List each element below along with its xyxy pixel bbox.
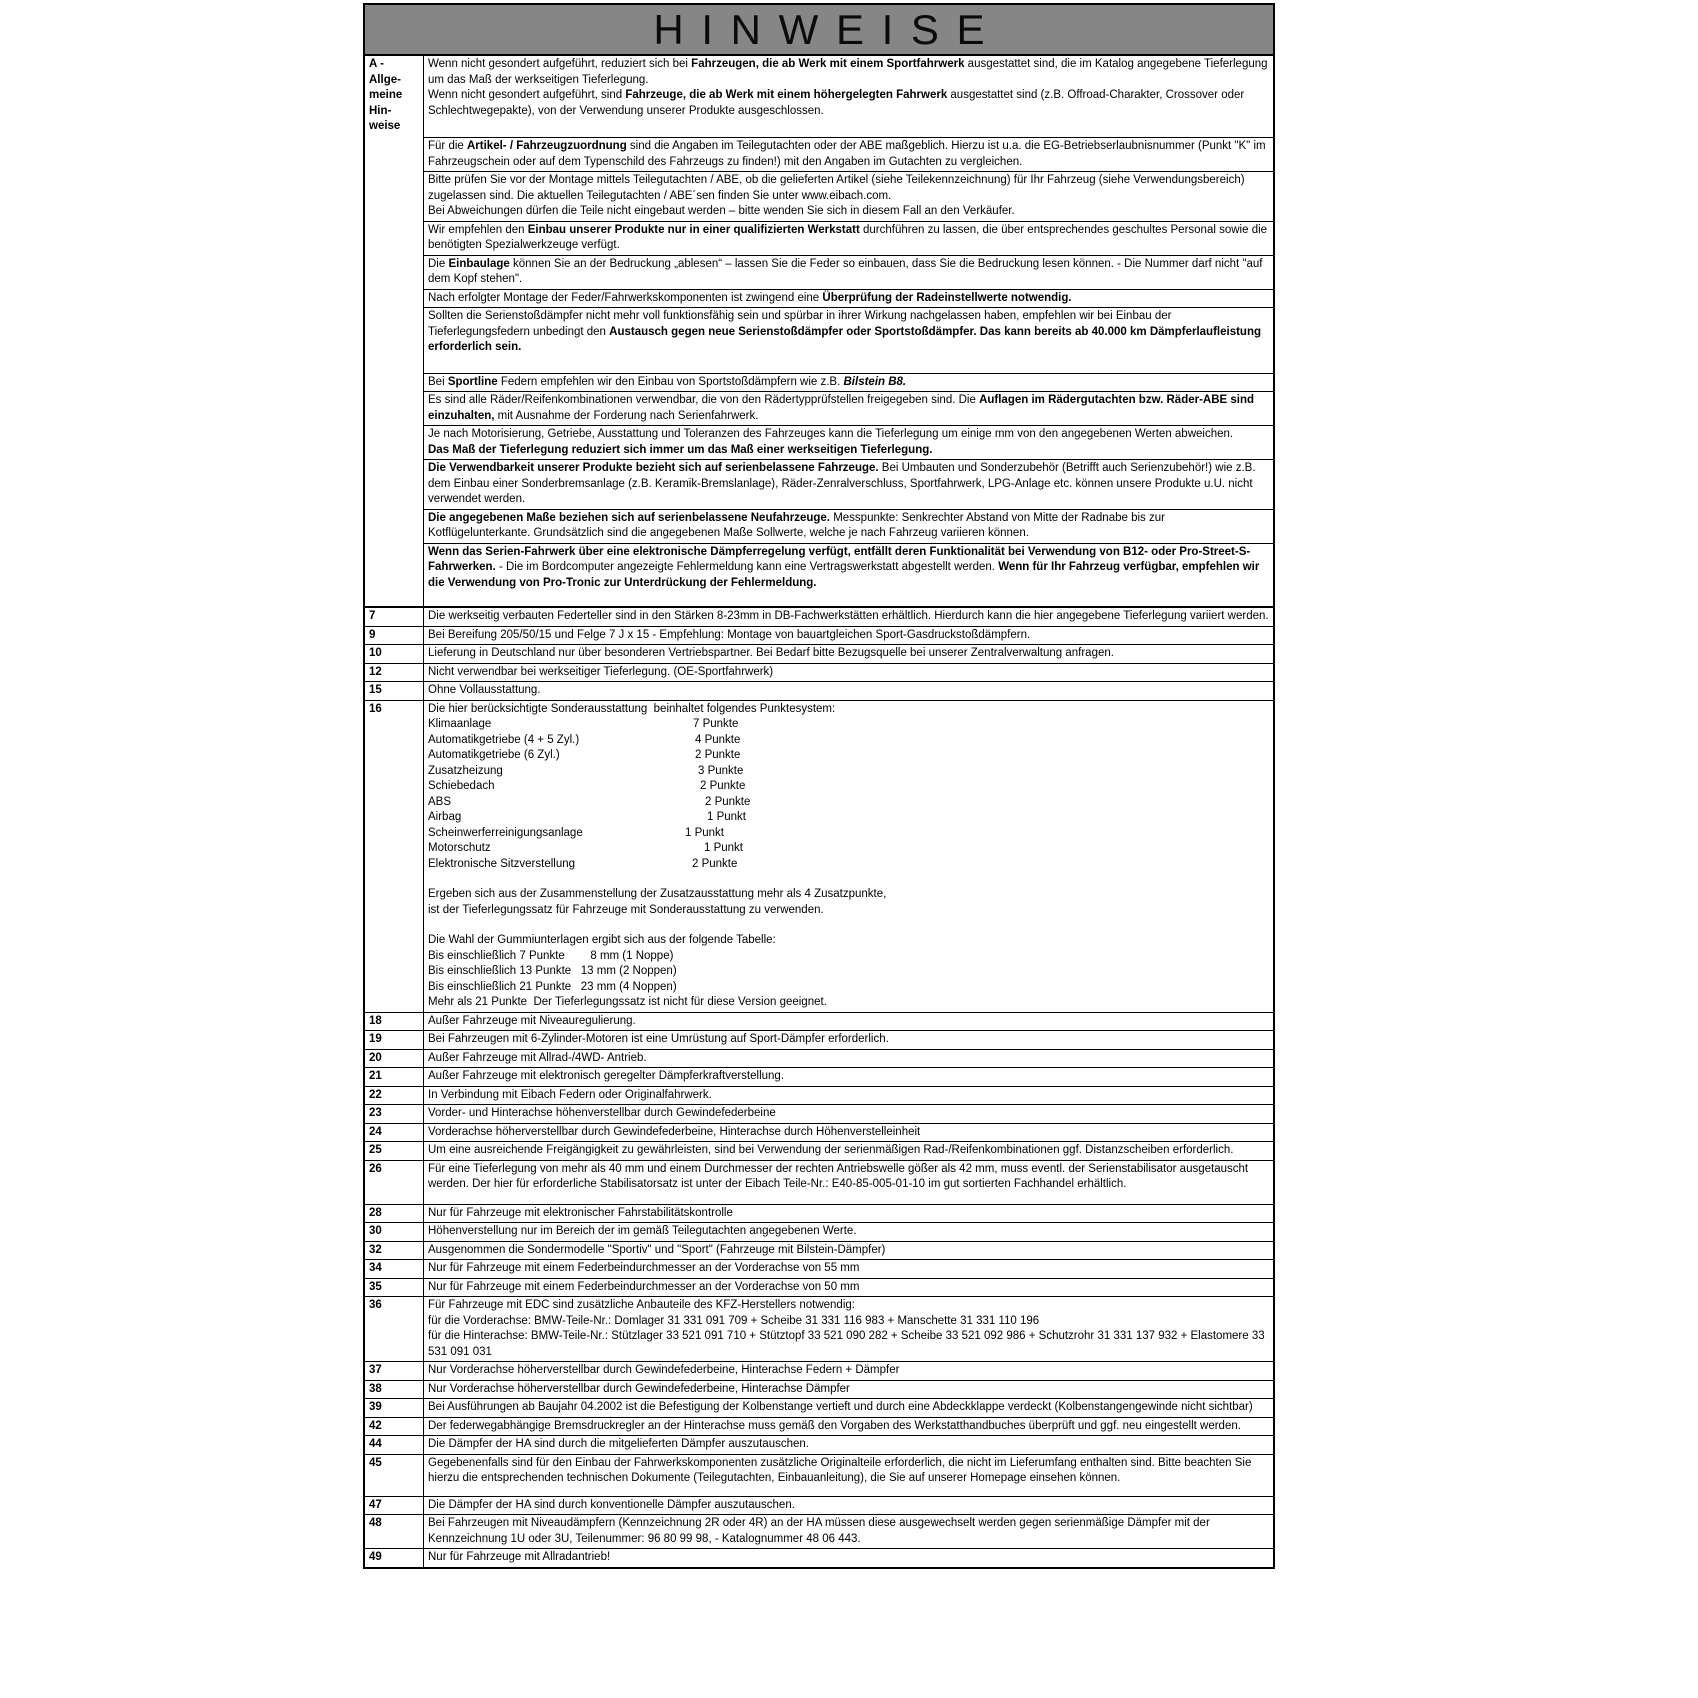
row-code: 44 bbox=[365, 1436, 424, 1454]
note-row bbox=[365, 1455, 1273, 1497]
text-segment: Einbau unserer Produkte nur in einer qualifizierten Werkstatt bbox=[527, 223, 860, 236]
text-segment: Mehr als 21 Punkte Der Tieferlegungssatz ist nicht für diese Version geeignet. bbox=[428, 996, 827, 1008]
note-row bbox=[365, 1205, 1273, 1224]
row-code: 39 bbox=[365, 1399, 424, 1417]
points-row bbox=[428, 795, 1269, 811]
note-row bbox=[365, 1418, 1273, 1437]
row-code: 30 bbox=[365, 1223, 424, 1241]
text-segment: ausgestattet sind, die im Katalog angegebene Tieferlegung um das Maß der werkseitigen Tieferlegung. bbox=[428, 58, 1271, 86]
points-row bbox=[428, 779, 1269, 795]
note-cell bbox=[424, 627, 1273, 645]
note-cell bbox=[424, 1497, 1273, 1515]
text-segment: In Verbindung mit Eibach Federn oder Originalfahrwerk. bbox=[428, 1088, 712, 1101]
blank-line bbox=[428, 1487, 1269, 1495]
note-row bbox=[365, 645, 1273, 664]
note-cell bbox=[424, 392, 1273, 426]
blank-line bbox=[428, 119, 1269, 136]
text-segment: Für die bbox=[428, 140, 467, 152]
note-cell bbox=[424, 374, 1273, 393]
note-cell bbox=[424, 460, 1273, 510]
points-value: 2 Punkte bbox=[705, 795, 751, 808]
text-segment: können Sie an der Bedruckung „ablesen“ – lassen Sie die Feder so einbauen, dass Sie die Bedruckung lesen können. - Die Nummer darf nicht "auf dem Kopf stehen". bbox=[428, 257, 1266, 285]
points-row bbox=[428, 841, 1269, 857]
text-paragraph bbox=[428, 683, 1269, 699]
note-row bbox=[365, 701, 1273, 1013]
text-paragraph bbox=[428, 1400, 1269, 1416]
points-label: Schiebedach bbox=[428, 780, 495, 792]
points-row bbox=[428, 857, 1269, 873]
text-segment: Wenn das Serien-Fahrwerk über eine elektronische Dämpferregelung verfügt, entfällt deren Funktionalität bei Verwendung von B12- oder Pro-Street-S-Fahrwerken. bbox=[428, 545, 1251, 573]
text-segment: Bei Umbauten und Sonderzubehör (Betrifft auch Serienzubehör!) wie z.B. dem Einbau einer Sonderbremsanlage (z.B. Keramik-Bremslanlage), Räder-Zenralverschluss, Sportfahrwerk, LPG-Anlage etc. können unsere Produkte u.U. nicht verwendet werden. bbox=[428, 462, 1259, 505]
note-cell bbox=[424, 1205, 1273, 1223]
points-row bbox=[428, 810, 1269, 826]
text-paragraph bbox=[428, 1162, 1269, 1193]
note-cell bbox=[424, 1068, 1273, 1086]
text-segment: Bei Abweichungen dürfen die Teile nicht eingebaut werden – bitte wenden Sie sich in diesem Fall an den Verkäufer. bbox=[428, 205, 1015, 217]
points-value: 2 Punkte bbox=[700, 780, 746, 792]
note-row bbox=[365, 1050, 1273, 1069]
note-cell bbox=[424, 1515, 1273, 1548]
text-segment: Für eine Tieferlegung von mehr als 40 mm und einem Durchmesser der rechten Antriebswelle gößer als 42 mm, muss eventl. der Serienstabilisator ausgetauscht werden. Der hier für erforderliche Stabilisatorsatz ist unter der Eibach Teile-Nr.: E40-85-005-01-10 im gut sortierten Fachhandel erhältlich. bbox=[428, 1162, 1252, 1190]
text-paragraph bbox=[428, 461, 1269, 508]
note-row bbox=[365, 1068, 1273, 1087]
note-row bbox=[365, 1223, 1273, 1242]
text-paragraph bbox=[428, 139, 1269, 170]
row-code: 36 bbox=[365, 1297, 424, 1361]
note-row bbox=[365, 1087, 1273, 1106]
text-segment: Sportline bbox=[447, 375, 498, 388]
row-code-line: meine bbox=[369, 89, 403, 101]
text-paragraph bbox=[428, 1382, 1269, 1398]
text-segment: Bei bbox=[428, 375, 448, 388]
note-cell bbox=[424, 1436, 1273, 1454]
text-segment: Die Dämpfer der HA sind durch die mitgelieferten Dämpfer auszutauschen. bbox=[428, 1438, 809, 1450]
row-code: 21 bbox=[365, 1068, 424, 1086]
text-paragraph bbox=[428, 665, 1269, 681]
text-segment: Ergeben sich aus der Zusammenstellung der Zusatzausstattung mehr als 4 Zusatzpunkte, bbox=[428, 888, 887, 900]
text-paragraph bbox=[428, 204, 1269, 220]
row-code: 34 bbox=[365, 1260, 424, 1278]
points-value: 2 Punkte bbox=[695, 749, 741, 761]
note-cell bbox=[424, 1087, 1273, 1105]
text-paragraph bbox=[428, 1125, 1269, 1141]
text-segment: Nur für Fahrzeuge mit einem Federbeindurchmesser an der Vorderachse von 55 mm bbox=[428, 1262, 860, 1274]
note-cell bbox=[424, 308, 1273, 374]
points-label: Automatikgetriebe (4 + 5 Zyl.) bbox=[428, 733, 580, 746]
note-cell bbox=[424, 544, 1273, 607]
note-cell bbox=[424, 1297, 1273, 1361]
row-code: 16 bbox=[365, 701, 424, 1012]
points-value: 2 Punkte bbox=[692, 857, 738, 870]
text-segment: Bei Fahrzeugen mit Niveaudämpfern (Kennzeichnung 2R oder 4R) an der HA müssen diese ausgewechselt werden gegen serienmäßige Dämpfer mit der Kennzeichnung 1U oder 3U, Teilenummer: 96 80 99 98, - Katalognummer 48 06 443. bbox=[428, 1517, 1213, 1545]
note-row bbox=[365, 1549, 1273, 1567]
text-paragraph bbox=[428, 1363, 1269, 1379]
text-segment: Einbaulage bbox=[448, 257, 510, 270]
text-segment: Nach erfolgter Montage der Feder/Fahrwerkskomponenten ist zwingend eine bbox=[428, 291, 823, 304]
points-label: Airbag bbox=[428, 811, 462, 823]
text-paragraph bbox=[428, 1051, 1269, 1067]
row-code: 20 bbox=[365, 1050, 424, 1068]
points-label: ABS bbox=[428, 795, 452, 808]
text-paragraph bbox=[428, 887, 1269, 903]
text-paragraph bbox=[428, 393, 1269, 424]
note-row bbox=[365, 1242, 1273, 1261]
row-code: 23 bbox=[365, 1105, 424, 1123]
row-code-line: Allge- bbox=[369, 73, 401, 86]
text-segment: Fahrzeugen, die ab Werk mit einem Sportfahrwerk bbox=[691, 58, 965, 70]
text-paragraph bbox=[428, 1498, 1269, 1514]
points-label: Klimaanlage bbox=[428, 718, 492, 730]
row-code: 47 bbox=[365, 1497, 424, 1515]
text-paragraph bbox=[428, 1069, 1269, 1085]
note-row bbox=[365, 1381, 1273, 1400]
text-segment: Messpunkte: Senkrechter Abstand von Mitte der Radnabe bis zur Kotflügelunterkante. Grundsätzlich sind die angegebenen Maße Sollwerte, welche je nach Fahrzeug variieren können. bbox=[428, 511, 1169, 539]
text-segment: Wir empfehlen den bbox=[428, 223, 528, 236]
text-paragraph bbox=[428, 1206, 1269, 1222]
text-segment: für die Vorderachse: BMW-Teile-Nr.: Domlager 31 331 091 709 + Scheibe 31 331 116 983 + Manschette 31 331 110 196 bbox=[428, 1314, 1040, 1327]
row-code: 38 bbox=[365, 1381, 424, 1399]
row-code: 35 bbox=[365, 1279, 424, 1297]
blank-line bbox=[428, 918, 1269, 933]
note-cell bbox=[424, 510, 1273, 544]
text-paragraph bbox=[428, 173, 1269, 204]
note-row bbox=[365, 1297, 1273, 1362]
row-code: 19 bbox=[365, 1031, 424, 1049]
row-code: 48 bbox=[365, 1515, 424, 1548]
note-cell bbox=[424, 138, 1273, 172]
points-value: 1 Punkt bbox=[704, 842, 743, 854]
note-cell bbox=[424, 1031, 1273, 1049]
row-code: 26 bbox=[365, 1161, 424, 1204]
note-cell bbox=[424, 1161, 1273, 1204]
row-code: 10 bbox=[365, 645, 424, 663]
note-cell bbox=[424, 1124, 1273, 1142]
note-row bbox=[365, 664, 1273, 683]
text-segment: Nur für Fahrzeuge mit einem Federbeindurchmesser an der Vorderachse von 50 mm bbox=[428, 1280, 860, 1293]
text-segment: Federn empfehlen wir den Einbau von Sportstoßdämpfern wie z.B. bbox=[497, 375, 844, 388]
text-segment: Je nach Motorisierung, Getriebe, Ausstattung und Toleranzen des Fahrzeuges kann die Tieferlegung um einige mm von den angegebenen Werten abweichen. bbox=[428, 428, 1234, 440]
row-code: 28 bbox=[365, 1205, 424, 1223]
points-value: 1 Punkt bbox=[685, 826, 724, 839]
note-cell bbox=[424, 664, 1273, 682]
points-row bbox=[428, 764, 1269, 780]
table-body bbox=[365, 56, 1273, 1567]
note-row bbox=[365, 1497, 1273, 1516]
text-segment: Bitte prüfen Sie vor der Montage mittels Teilegutachten / ABE, ob die gelieferten Artikel (siehe Teilekennzeichnung) für Ihr Fahrzeug (siehe Verwendungsbereich) zugelassen sind. Die aktuellen Teilegutachten / ABE´sen finden Sie unter www.eibach.com. bbox=[428, 174, 1248, 202]
note-row bbox=[365, 1362, 1273, 1381]
points-value: 4 Punkte bbox=[695, 733, 741, 746]
note-cell bbox=[424, 1013, 1273, 1031]
text-paragraph bbox=[428, 1550, 1269, 1566]
text-segment: Die hier berücksichtigte Sonderausstattung beinhaltet folgendes Punktesystem: bbox=[428, 702, 836, 715]
text-paragraph bbox=[428, 1516, 1269, 1547]
row-code: 18 bbox=[365, 1013, 424, 1031]
text-segment: Gegebenenfalls sind für den Einbau der Fahrwerkskomponenten zusätzliche Originalteile erforderlich, die nicht im Lieferumfang enthalten sind. Bitte beachten Sie hierzu die entsprechenden technischen Dokumente (Teilegutachten, Einbauanleitung), die Sie auf unserer Homepage einsehen können. bbox=[428, 1456, 1255, 1484]
text-paragraph bbox=[428, 1437, 1269, 1453]
points-value: 3 Punkte bbox=[698, 764, 744, 777]
text-paragraph bbox=[428, 1014, 1269, 1030]
note-cell bbox=[424, 1260, 1273, 1278]
note-row bbox=[365, 1436, 1273, 1455]
points-label: Elektronische Sitzverstellung bbox=[428, 857, 576, 870]
text-paragraph bbox=[428, 903, 1269, 919]
text-paragraph bbox=[428, 223, 1269, 254]
text-paragraph bbox=[428, 1314, 1269, 1330]
note-row bbox=[365, 1105, 1273, 1124]
row-code: 9 bbox=[365, 627, 424, 645]
text-paragraph bbox=[428, 646, 1269, 662]
text-segment: Bei Ausführungen ab Baujahr 04.2002 ist die Befestigung der Kolbenstange vertieft und durch eine Abdeckklappe verdeckt (Kolbenstangengewinde nicht sichtbar) bbox=[428, 1401, 1253, 1413]
text-paragraph bbox=[428, 1298, 1269, 1314]
text-segment: Nur für Fahrzeuge mit elektronischer Fahrstabilitätskontrolle bbox=[428, 1206, 733, 1219]
text-segment: Bei Bereifung 205/50/15 und Felge 7 J x 15 - Empfehlung: Montage von bauartgleichen Sport-Gasdruckstoßdämpfern. bbox=[428, 628, 1031, 641]
note-row bbox=[365, 1260, 1273, 1279]
text-paragraph bbox=[428, 1280, 1269, 1296]
text-segment: ist der Tieferlegungssatz für Fahrzeuge mit Sonderausstattung zu verwenden. bbox=[428, 903, 824, 916]
row-code: 25 bbox=[365, 1142, 424, 1160]
text-segment: Ausgenommen die Sondermodelle "Sportiv" und "Sport" (Fahrzeuge mit Bilstein-Dämpfer) bbox=[428, 1243, 886, 1256]
text-paragraph bbox=[428, 375, 1269, 391]
note-row bbox=[365, 1031, 1273, 1050]
note-cell bbox=[424, 172, 1273, 222]
note-cell bbox=[424, 1223, 1273, 1241]
text-segment: Wenn nicht gesondert aufgeführt, sind bbox=[428, 89, 626, 101]
text-paragraph bbox=[428, 88, 1269, 119]
note-cell bbox=[424, 1455, 1273, 1496]
row-code: 22 bbox=[365, 1087, 424, 1105]
text-paragraph bbox=[428, 443, 1269, 459]
text-segment: Wenn nicht gesondert aufgeführt, reduziert sich bei bbox=[428, 58, 692, 70]
text-paragraph bbox=[428, 949, 1269, 965]
row-code: 12 bbox=[365, 664, 424, 682]
text-paragraph bbox=[428, 980, 1269, 996]
note-cell bbox=[424, 426, 1273, 460]
row-code: 7 bbox=[365, 608, 424, 626]
text-segment: Wenn für Ihr Fahrzeug verfügbar, empfehlen wir die Verwendung von Pro-Tronic zur Unterdrückung der Fehlermeldung. bbox=[428, 561, 1263, 589]
note-row bbox=[365, 1013, 1273, 1032]
text-segment: Der federwegabhängige Bremsdruckregler an der Hinterachse muss gemäß den Vorgaben des Werkstatthandbuches überprüft und ggf. neu eingestellt werden. bbox=[428, 1419, 1241, 1432]
note-cell bbox=[424, 1105, 1273, 1123]
text-segment: Die Dämpfer der HA sind durch konventionelle Dämpfer auszutauschen. bbox=[428, 1498, 795, 1511]
note-row bbox=[365, 1279, 1273, 1298]
row-code: 24 bbox=[365, 1124, 424, 1142]
row-code: 37 bbox=[365, 1362, 424, 1380]
text-paragraph bbox=[428, 1224, 1269, 1240]
points-row bbox=[428, 826, 1269, 842]
points-label: Automatikgetriebe (6 Zyl.) bbox=[428, 749, 560, 761]
text-segment: Überprüfung der Radeinstellwerte notwendig. bbox=[822, 291, 1072, 304]
text-paragraph bbox=[428, 933, 1269, 949]
text-paragraph bbox=[428, 964, 1269, 980]
text-paragraph bbox=[428, 1261, 1269, 1277]
text-segment: Die angegebenen Maße beziehen sich auf serienbelassene Neufahrzeuge. bbox=[428, 511, 830, 524]
text-paragraph bbox=[428, 545, 1269, 592]
note-cell bbox=[424, 256, 1273, 290]
note-row bbox=[365, 1399, 1273, 1418]
hinweise-table bbox=[363, 3, 1275, 1569]
text-segment: Es sind alle Räder/Reifenkombinationen verwendbar, die von den Rädertypprüfstellen freigegeben sind. Die bbox=[428, 394, 980, 406]
text-segment: Fahrzeuge, die ab Werk mit einem höhergelegten Fahrwerk bbox=[625, 89, 948, 101]
text-segment: Die werkseitig verbauten Federteller sind in den Stärken 8-23mm in DB-Fachwerkstätten erhältlich. Hierdurch kann die hier angegebene Tieferlegung variiert werden. bbox=[428, 610, 1269, 622]
note-cell bbox=[424, 1399, 1273, 1417]
section-a-row bbox=[365, 56, 1273, 608]
row-code: 45 bbox=[365, 1455, 424, 1496]
text-paragraph bbox=[428, 291, 1269, 307]
note-cell bbox=[424, 1050, 1273, 1068]
note-row bbox=[365, 627, 1273, 646]
text-segment: Höhenverstellung nur im Bereich der im gemäß Teilegutachten angegebenen Werte. bbox=[428, 1225, 857, 1237]
text-paragraph bbox=[428, 1329, 1269, 1360]
text-segment: für die Hinterachse: BMW-Teile-Nr.: Stützlager 33 521 091 710 + Stütztopf 33 521 090 282 + Scheibe 33 521 092 986 + Schutzrohr 31 331 137 932 + Elastomere 33 531 091 031 bbox=[428, 1330, 1268, 1358]
text-segment: Bis einschließlich 7 Punkte 8 mm (1 Noppe) bbox=[428, 949, 674, 962]
text-segment: Die Verwendbarkeit unserer Produkte bezieht sich auf serienbelassene Fahrzeuge. bbox=[428, 462, 879, 474]
text-paragraph bbox=[428, 1456, 1269, 1487]
text-paragraph bbox=[428, 57, 1269, 88]
text-paragraph bbox=[428, 995, 1269, 1011]
text-segment: Bis einschließlich 13 Punkte 13 mm (2 Noppen) bbox=[428, 965, 677, 977]
row-code-line: weise bbox=[369, 120, 401, 132]
points-label: Motorschutz bbox=[428, 842, 491, 854]
text-segment: Außer Fahrzeuge mit Allrad-/4WD- Antrieb. bbox=[428, 1051, 647, 1064]
text-paragraph bbox=[428, 1088, 1269, 1104]
text-segment: Die Wahl der Gummiunterlagen ergibt sich aus der folgende Tabelle: bbox=[428, 934, 776, 946]
text-segment: Außer Fahrzeuge mit Niveauregulierung. bbox=[428, 1014, 636, 1027]
text-paragraph bbox=[428, 1243, 1269, 1259]
row-code: 49 bbox=[365, 1549, 424, 1567]
note-cell bbox=[424, 1549, 1273, 1567]
note-cell bbox=[424, 290, 1273, 309]
text-paragraph bbox=[428, 628, 1269, 644]
points-row bbox=[428, 717, 1269, 733]
text-segment: Das Maß der Tieferlegung reduziert sich immer um das Maß einer werkseitigen Tieferlegung. bbox=[428, 443, 933, 456]
text-segment: Die bbox=[428, 257, 449, 270]
text-paragraph bbox=[428, 609, 1269, 625]
text-segment: mit Ausnahme der Forderung nach Serienfahrwerk. bbox=[494, 409, 759, 422]
note-row bbox=[365, 1161, 1273, 1205]
text-segment: Für Fahrzeuge mit EDC sind zusätzliche Anbauteile des KFZ-Herstellers notwendig: bbox=[428, 1299, 855, 1311]
page-title: HINWEISE bbox=[653, 5, 1003, 53]
text-segment: Bei Fahrzeugen mit 6-Zylinder-Motoren ist eine Umrüstung auf Sport-Dämpfer erforderlich. bbox=[428, 1033, 889, 1045]
blank-line bbox=[428, 1193, 1269, 1203]
text-segment: Um eine ausreichende Freigängigkeit zu gewährleisten, sind bei Verwendung der serienmäßigen Rad-/Reifenkombinationen ggf. Distanzscheiben erforderlich. bbox=[428, 1144, 1234, 1156]
text-paragraph bbox=[428, 702, 1269, 718]
note-cell bbox=[424, 1381, 1273, 1399]
section-a-cells bbox=[424, 56, 1273, 606]
points-label: Zusatzheizung bbox=[428, 764, 503, 777]
note-cell bbox=[424, 645, 1273, 663]
text-segment: Auflagen im Rädergutachten bzw. Räder-ABE sind einzuhalten, bbox=[428, 394, 1258, 422]
text-segment: durchführen zu lassen, die über entsprechendes geschultes Personal sowie die benötigten Spezialwerkzeuge verfügt. bbox=[428, 223, 1271, 251]
text-segment: - Die im Bordcomputer angezeigte Fehlermeldung kann eine Vertragswerkstatt abgestellt werden. bbox=[495, 561, 999, 573]
text-paragraph bbox=[428, 1032, 1269, 1048]
text-segment: Nur Vorderachse höherverstellbar durch Gewindefederbeine, Hinterachse Federn + Dämpfer bbox=[428, 1364, 900, 1376]
text-segment: Vorder- und Hinterachse höhenverstellbar durch Gewindefederbeine bbox=[428, 1107, 776, 1119]
text-segment: Vorderachse höherverstellbar durch Gewindefederbeine, Hinterachse durch Höhenverstelleinheit bbox=[428, 1125, 921, 1138]
text-segment: Sollten die Serienstoßdämpfer nicht mehr voll funktionsfähig sein und spürbar in ihrer Wirkung nachgelassen haben, empfehlen wir bei Einbau der Tieferlegungsfedern unbedingt den bbox=[428, 310, 1175, 338]
note-cell bbox=[424, 608, 1273, 626]
text-segment: Nur Vorderachse höherverstellbar durch Gewindefederbeine, Hinterachse Dämpfer bbox=[428, 1382, 850, 1395]
row-code-line: A - bbox=[369, 58, 384, 70]
row-code: 32 bbox=[365, 1242, 424, 1260]
note-cell bbox=[424, 1418, 1273, 1436]
note-cell bbox=[424, 1142, 1273, 1160]
text-segment: Lieferung in Deutschland nur über besonderen Vertriebspartner. Bei Bedarf bitte Bezugsquelle bei unserer Zentralverwaltung anfragen. bbox=[428, 647, 1114, 659]
note-row bbox=[365, 1142, 1273, 1161]
text-paragraph bbox=[428, 1419, 1269, 1435]
note-cell bbox=[424, 701, 1273, 1012]
note-cell bbox=[424, 1279, 1273, 1297]
row-code: 15 bbox=[365, 682, 424, 700]
blank-line bbox=[428, 872, 1269, 887]
blank-line bbox=[428, 591, 1269, 605]
note-cell bbox=[424, 682, 1273, 700]
points-row bbox=[428, 733, 1269, 749]
text-segment: Artikel- / Fahrzeugzuordnung bbox=[467, 140, 627, 152]
row-code bbox=[365, 56, 424, 606]
points-label: Scheinwerferreinigungsanlage bbox=[428, 826, 583, 839]
text-segment: Ohne Vollausstattung. bbox=[428, 684, 541, 696]
text-paragraph bbox=[428, 511, 1269, 542]
note-cell bbox=[424, 1242, 1273, 1260]
note-row bbox=[365, 608, 1273, 627]
note-row bbox=[365, 1515, 1273, 1549]
note-cell bbox=[424, 56, 1273, 138]
points-value: 1 Punkt bbox=[707, 811, 746, 823]
text-segment: Nicht verwendbar bei werkseitiger Tieferlegung. (OE-Sportfahrwerk) bbox=[428, 665, 774, 678]
text-segment: Austausch gegen neue Serienstoßdämpfer oder Sportstoßdämpfer. Das kann bereits ab 40.000 km Dämpferlaufleistung erforderlich sein. bbox=[428, 325, 1265, 353]
text-paragraph bbox=[428, 427, 1269, 443]
text-paragraph bbox=[428, 257, 1269, 288]
text-segment: Bilstein B8. bbox=[843, 375, 907, 388]
row-code-line: Hin- bbox=[369, 104, 392, 117]
table-header bbox=[365, 5, 1273, 56]
points-row bbox=[428, 748, 1269, 764]
text-segment: Außer Fahrzeuge mit elektronisch geregelter Dämpferkraftverstellung. bbox=[428, 1070, 785, 1082]
text-paragraph bbox=[428, 309, 1269, 356]
row-code: 42 bbox=[365, 1418, 424, 1436]
text-segment: Nur für Fahrzeuge mit Allradantrieb! bbox=[428, 1551, 611, 1563]
text-segment: Bis einschließlich 21 Punkte 23 mm (4 Noppen) bbox=[428, 980, 677, 993]
text-paragraph bbox=[428, 1106, 1269, 1122]
note-row bbox=[365, 682, 1273, 701]
note-cell bbox=[424, 1362, 1273, 1380]
points-value: 7 Punkte bbox=[693, 718, 739, 730]
note-row bbox=[365, 1124, 1273, 1143]
blank-line bbox=[428, 356, 1269, 372]
text-segment: sind die Angaben im Teilegutachten oder der ABE maßgeblich. Hierzu ist u.a. die EG-Betriebserlaubnisnummer (Punkt "K" im Fahrzeugschein oder auf dem Typenschild des Fahrzeugs zu finden!) mit den Angaben im Gutachten zu vergleichen. bbox=[428, 140, 1269, 168]
note-cell bbox=[424, 222, 1273, 256]
text-paragraph bbox=[428, 1143, 1269, 1159]
text-segment: ausgestattet sind (z.B. Offroad-Charakter, Crossover oder Schlechtwegepakte), von der Verwendung unserer Produkte ausgeschlossen. bbox=[428, 89, 1248, 117]
